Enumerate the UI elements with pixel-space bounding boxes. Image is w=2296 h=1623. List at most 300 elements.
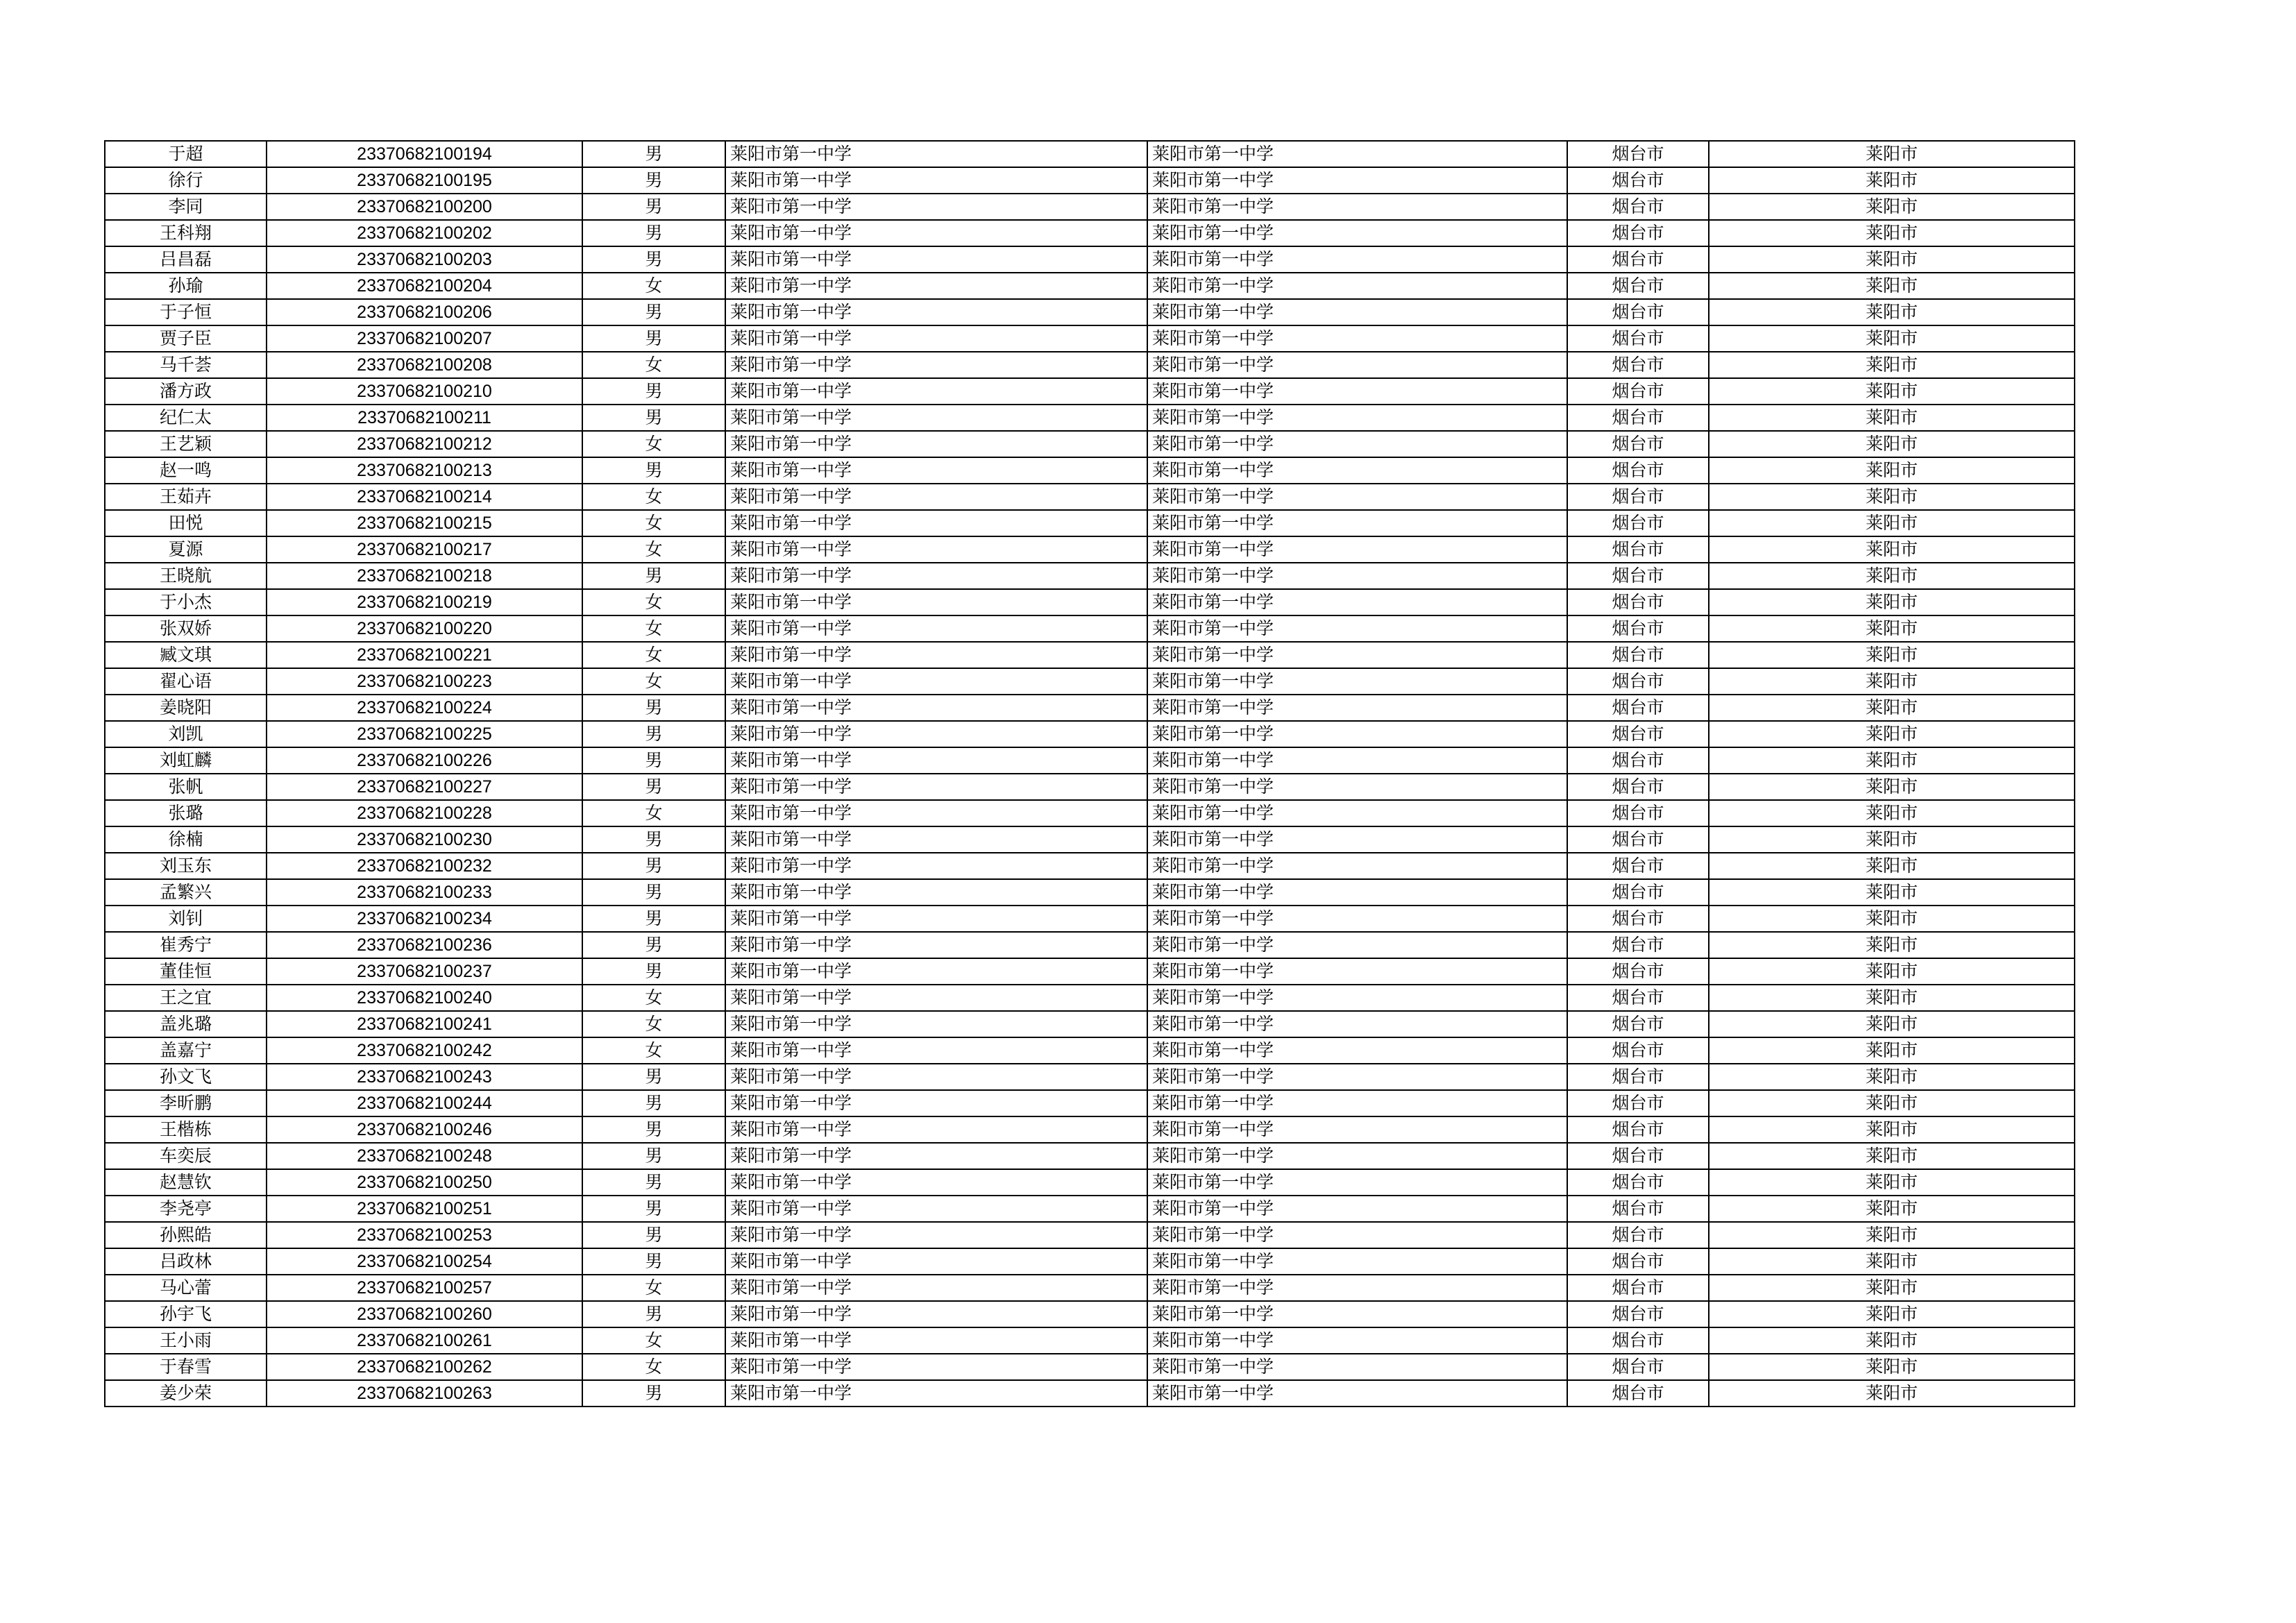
school-cell: 莱阳市第一中学 [725,563,1147,589]
name-cell: 王科翔 [105,220,267,246]
city-cell: 烟台市 [1567,721,1709,747]
table-row [105,1064,2075,1090]
table-row [105,985,2075,1011]
table-row [105,879,2075,906]
exam-number-cell: 23370682100213 [267,457,582,484]
enrolled-school-cell: 莱阳市第一中学 [1147,1037,1567,1064]
city-cell: 烟台市 [1567,906,1709,932]
enrolled-school-cell: 莱阳市第一中学 [1147,1064,1567,1090]
gender-cell: 男 [582,378,725,405]
district-cell: 莱阳市 [1709,1248,2075,1275]
city-cell: 烟台市 [1567,484,1709,510]
enrolled-school-cell: 莱阳市第一中学 [1147,800,1567,826]
name-cell: 王茹卉 [105,484,267,510]
exam-number-cell: 23370682100220 [267,615,582,642]
enrolled-school-cell: 莱阳市第一中学 [1147,695,1567,721]
enrolled-school-cell: 莱阳市第一中学 [1147,352,1567,378]
exam-number-cell: 23370682100195 [267,167,582,194]
exam-number-cell: 23370682100228 [267,800,582,826]
district-cell: 莱阳市 [1709,668,2075,695]
school-cell: 莱阳市第一中学 [725,1248,1147,1275]
exam-number-cell: 23370682100202 [267,220,582,246]
table-row [105,246,2075,273]
exam-number-cell: 23370682100244 [267,1090,582,1116]
gender-cell: 男 [582,1090,725,1116]
gender-cell: 男 [582,695,725,721]
district-cell: 莱阳市 [1709,879,2075,906]
district-cell: 莱阳市 [1709,906,2075,932]
gender-cell: 女 [582,536,725,563]
exam-number-cell: 23370682100242 [267,1037,582,1064]
exam-number-cell: 23370682100236 [267,932,582,958]
school-cell: 莱阳市第一中学 [725,589,1147,615]
school-cell: 莱阳市第一中学 [725,246,1147,273]
district-cell: 莱阳市 [1709,378,2075,405]
city-cell: 烟台市 [1567,194,1709,220]
school-cell: 莱阳市第一中学 [725,378,1147,405]
exam-number-cell: 23370682100246 [267,1116,582,1143]
table-row [105,615,2075,642]
district-cell: 莱阳市 [1709,642,2075,668]
table-row [105,1090,2075,1116]
name-cell: 董佳恒 [105,958,267,985]
exam-number-cell: 23370682100227 [267,774,582,800]
name-cell: 孙文飞 [105,1064,267,1090]
district-cell: 莱阳市 [1709,774,2075,800]
exam-number-cell: 23370682100226 [267,747,582,774]
name-cell: 赵一鸣 [105,457,267,484]
enrolled-school-cell: 莱阳市第一中学 [1147,405,1567,431]
city-cell: 烟台市 [1567,1248,1709,1275]
exam-number-cell: 23370682100250 [267,1169,582,1196]
enrolled-school-cell: 莱阳市第一中学 [1147,1301,1567,1327]
table-body [105,141,2075,1407]
enrolled-school-cell: 莱阳市第一中学 [1147,167,1567,194]
city-cell: 烟台市 [1567,1143,1709,1169]
table-row [105,1275,2075,1301]
enrolled-school-cell: 莱阳市第一中学 [1147,906,1567,932]
gender-cell: 男 [582,958,725,985]
name-cell: 崔秀宁 [105,932,267,958]
name-cell: 刘虹麟 [105,747,267,774]
city-cell: 烟台市 [1567,1090,1709,1116]
city-cell: 烟台市 [1567,352,1709,378]
table-row [105,1037,2075,1064]
enrolled-school-cell: 莱阳市第一中学 [1147,299,1567,325]
enrolled-school-cell: 莱阳市第一中学 [1147,1116,1567,1143]
exam-number-cell: 23370682100200 [267,194,582,220]
exam-number-cell: 23370682100251 [267,1196,582,1222]
city-cell: 烟台市 [1567,325,1709,352]
city-cell: 烟台市 [1567,246,1709,273]
table-row [105,378,2075,405]
exam-number-cell: 23370682100232 [267,853,582,879]
district-cell: 莱阳市 [1709,536,2075,563]
table-row [105,853,2075,879]
city-cell: 烟台市 [1567,167,1709,194]
city-cell: 烟台市 [1567,510,1709,536]
table-row [105,774,2075,800]
exam-number-cell: 23370682100208 [267,352,582,378]
name-cell: 于春雪 [105,1354,267,1380]
school-cell: 莱阳市第一中学 [725,405,1147,431]
gender-cell: 男 [582,246,725,273]
gender-cell: 男 [582,1301,725,1327]
gender-cell: 男 [582,853,725,879]
district-cell: 莱阳市 [1709,141,2075,167]
exam-number-cell: 23370682100254 [267,1248,582,1275]
district-cell: 莱阳市 [1709,405,2075,431]
name-cell: 张璐 [105,800,267,826]
exam-number-cell: 23370682100234 [267,906,582,932]
city-cell: 烟台市 [1567,1037,1709,1064]
table-row [105,721,2075,747]
enrolled-school-cell: 莱阳市第一中学 [1147,325,1567,352]
table-row [105,958,2075,985]
city-cell: 烟台市 [1567,1301,1709,1327]
exam-number-cell: 23370682100233 [267,879,582,906]
district-cell: 莱阳市 [1709,1354,2075,1380]
gender-cell: 男 [582,747,725,774]
gender-cell: 女 [582,352,725,378]
enrolled-school-cell: 莱阳市第一中学 [1147,194,1567,220]
gender-cell: 男 [582,194,725,220]
enrolled-school-cell: 莱阳市第一中学 [1147,1196,1567,1222]
exam-number-cell: 23370682100210 [267,378,582,405]
gender-cell: 男 [582,1116,725,1143]
school-cell: 莱阳市第一中学 [725,1301,1147,1327]
enrolled-school-cell: 莱阳市第一中学 [1147,879,1567,906]
city-cell: 烟台市 [1567,220,1709,246]
gender-cell: 男 [582,457,725,484]
district-cell: 莱阳市 [1709,273,2075,299]
city-cell: 烟台市 [1567,563,1709,589]
city-cell: 烟台市 [1567,1011,1709,1037]
enrolled-school-cell: 莱阳市第一中学 [1147,1354,1567,1380]
school-cell: 莱阳市第一中学 [725,668,1147,695]
district-cell: 莱阳市 [1709,853,2075,879]
city-cell: 烟台市 [1567,668,1709,695]
name-cell: 王艺颖 [105,431,267,457]
name-cell: 李尧亭 [105,1196,267,1222]
name-cell: 盖嘉宁 [105,1037,267,1064]
enrolled-school-cell: 莱阳市第一中学 [1147,747,1567,774]
city-cell: 烟台市 [1567,1169,1709,1196]
gender-cell: 男 [582,721,725,747]
district-cell: 莱阳市 [1709,1275,2075,1301]
city-cell: 烟台市 [1567,299,1709,325]
name-cell: 贾子臣 [105,325,267,352]
school-cell: 莱阳市第一中学 [725,642,1147,668]
exam-number-cell: 23370682100257 [267,1275,582,1301]
table-row [105,457,2075,484]
district-cell: 莱阳市 [1709,985,2075,1011]
table-row [105,1011,2075,1037]
table-row [105,1354,2075,1380]
table-row [105,484,2075,510]
school-cell: 莱阳市第一中学 [725,932,1147,958]
table-row [105,141,2075,167]
table-row [105,1248,2075,1275]
city-cell: 烟台市 [1567,378,1709,405]
city-cell: 烟台市 [1567,615,1709,642]
school-cell: 莱阳市第一中学 [725,194,1147,220]
school-cell: 莱阳市第一中学 [725,325,1147,352]
name-cell: 刘钊 [105,906,267,932]
exam-number-cell: 23370682100212 [267,431,582,457]
school-cell: 莱阳市第一中学 [725,695,1147,721]
city-cell: 烟台市 [1567,826,1709,853]
name-cell: 田悦 [105,510,267,536]
city-cell: 烟台市 [1567,879,1709,906]
gender-cell: 女 [582,431,725,457]
school-cell: 莱阳市第一中学 [725,1327,1147,1354]
school-cell: 莱阳市第一中学 [725,1169,1147,1196]
district-cell: 莱阳市 [1709,484,2075,510]
name-cell: 张帆 [105,774,267,800]
school-cell: 莱阳市第一中学 [725,1064,1147,1090]
exam-number-cell: 23370682100260 [267,1301,582,1327]
table-row [105,668,2075,695]
city-cell: 烟台市 [1567,774,1709,800]
table-row [105,589,2075,615]
gender-cell: 女 [582,985,725,1011]
school-cell: 莱阳市第一中学 [725,1090,1147,1116]
school-cell: 莱阳市第一中学 [725,167,1147,194]
gender-cell: 女 [582,1037,725,1064]
gender-cell: 女 [582,484,725,510]
gender-cell: 男 [582,405,725,431]
table-row [105,932,2075,958]
district-cell: 莱阳市 [1709,194,2075,220]
district-cell: 莱阳市 [1709,510,2075,536]
district-cell: 莱阳市 [1709,220,2075,246]
name-cell: 李同 [105,194,267,220]
gender-cell: 男 [582,141,725,167]
district-cell: 莱阳市 [1709,299,2075,325]
exam-number-cell: 23370682100203 [267,246,582,273]
table-row [105,826,2075,853]
district-cell: 莱阳市 [1709,1222,2075,1248]
enrolled-school-cell: 莱阳市第一中学 [1147,536,1567,563]
district-cell: 莱阳市 [1709,563,2075,589]
city-cell: 烟台市 [1567,853,1709,879]
school-cell: 莱阳市第一中学 [725,958,1147,985]
gender-cell: 女 [582,589,725,615]
name-cell: 姜少荣 [105,1380,267,1407]
district-cell: 莱阳市 [1709,958,2075,985]
name-cell: 赵慧钦 [105,1169,267,1196]
school-cell: 莱阳市第一中学 [725,1222,1147,1248]
city-cell: 烟台市 [1567,1064,1709,1090]
exam-number-cell: 23370682100253 [267,1222,582,1248]
city-cell: 烟台市 [1567,1196,1709,1222]
exam-number-cell: 23370682100263 [267,1380,582,1407]
enrolled-school-cell: 莱阳市第一中学 [1147,484,1567,510]
enrolled-school-cell: 莱阳市第一中学 [1147,1248,1567,1275]
school-cell: 莱阳市第一中学 [725,1380,1147,1407]
exam-number-cell: 23370682100207 [267,325,582,352]
school-cell: 莱阳市第一中学 [725,484,1147,510]
school-cell: 莱阳市第一中学 [725,615,1147,642]
enrolled-school-cell: 莱阳市第一中学 [1147,1011,1567,1037]
exam-number-cell: 23370682100237 [267,958,582,985]
district-cell: 莱阳市 [1709,1064,2075,1090]
gender-cell: 女 [582,615,725,642]
school-cell: 莱阳市第一中学 [725,879,1147,906]
city-cell: 烟台市 [1567,273,1709,299]
city-cell: 烟台市 [1567,932,1709,958]
gender-cell: 男 [582,563,725,589]
gender-cell: 男 [582,1064,725,1090]
exam-number-cell: 23370682100225 [267,721,582,747]
name-cell: 徐楠 [105,826,267,853]
table-row [105,1327,2075,1354]
enrolled-school-cell: 莱阳市第一中学 [1147,431,1567,457]
name-cell: 吕昌磊 [105,246,267,273]
district-cell: 莱阳市 [1709,721,2075,747]
district-cell: 莱阳市 [1709,457,2075,484]
table-row [105,1222,2075,1248]
exam-number-cell: 23370682100248 [267,1143,582,1169]
city-cell: 烟台市 [1567,1380,1709,1407]
table-row [105,405,2075,431]
enrolled-school-cell: 莱阳市第一中学 [1147,378,1567,405]
enrolled-school-cell: 莱阳市第一中学 [1147,853,1567,879]
enrolled-school-cell: 莱阳市第一中学 [1147,1380,1567,1407]
enrolled-school-cell: 莱阳市第一中学 [1147,457,1567,484]
name-cell: 马心蕾 [105,1275,267,1301]
school-cell: 莱阳市第一中学 [725,1116,1147,1143]
school-cell: 莱阳市第一中学 [725,431,1147,457]
table-row [105,1301,2075,1327]
gender-cell: 男 [582,299,725,325]
table-row [105,220,2075,246]
district-cell: 莱阳市 [1709,1380,2075,1407]
enrolled-school-cell: 莱阳市第一中学 [1147,589,1567,615]
name-cell: 马千荟 [105,352,267,378]
school-cell: 莱阳市第一中学 [725,273,1147,299]
table-row [105,1169,2075,1196]
school-cell: 莱阳市第一中学 [725,1143,1147,1169]
school-cell: 莱阳市第一中学 [725,906,1147,932]
enrolled-school-cell: 莱阳市第一中学 [1147,668,1567,695]
exam-number-cell: 23370682100230 [267,826,582,853]
school-cell: 莱阳市第一中学 [725,1196,1147,1222]
name-cell: 张双娇 [105,615,267,642]
name-cell: 王小雨 [105,1327,267,1354]
gender-cell: 女 [582,1354,725,1380]
school-cell: 莱阳市第一中学 [725,774,1147,800]
exam-number-cell: 23370682100261 [267,1327,582,1354]
school-cell: 莱阳市第一中学 [725,1354,1147,1380]
name-cell: 王楷栋 [105,1116,267,1143]
school-cell: 莱阳市第一中学 [725,457,1147,484]
enrolled-school-cell: 莱阳市第一中学 [1147,642,1567,668]
exam-number-cell: 23370682100262 [267,1354,582,1380]
district-cell: 莱阳市 [1709,800,2075,826]
table-row [105,325,2075,352]
exam-number-cell: 23370682100223 [267,668,582,695]
enrolled-school-cell: 莱阳市第一中学 [1147,774,1567,800]
gender-cell: 女 [582,1011,725,1037]
table-row [105,194,2075,220]
table-row [105,1196,2075,1222]
exam-number-cell: 23370682100221 [267,642,582,668]
gender-cell: 女 [582,510,725,536]
table-row [105,510,2075,536]
city-cell: 烟台市 [1567,405,1709,431]
district-cell: 莱阳市 [1709,826,2075,853]
school-cell: 莱阳市第一中学 [725,299,1147,325]
city-cell: 烟台市 [1567,1327,1709,1354]
enrolled-school-cell: 莱阳市第一中学 [1147,1275,1567,1301]
gender-cell: 男 [582,1196,725,1222]
name-cell: 姜晓阳 [105,695,267,721]
enrolled-school-cell: 莱阳市第一中学 [1147,563,1567,589]
enrolled-school-cell: 莱阳市第一中学 [1147,721,1567,747]
city-cell: 烟台市 [1567,589,1709,615]
gender-cell: 男 [582,1380,725,1407]
enrolled-school-cell: 莱阳市第一中学 [1147,1222,1567,1248]
gender-cell: 男 [582,325,725,352]
city-cell: 烟台市 [1567,985,1709,1011]
city-cell: 烟台市 [1567,431,1709,457]
exam-number-cell: 23370682100217 [267,536,582,563]
school-cell: 莱阳市第一中学 [725,853,1147,879]
name-cell: 于子恒 [105,299,267,325]
table-row [105,747,2075,774]
name-cell: 吕政林 [105,1248,267,1275]
exam-number-cell: 23370682100243 [267,1064,582,1090]
school-cell: 莱阳市第一中学 [725,800,1147,826]
gender-cell: 男 [582,1143,725,1169]
district-cell: 莱阳市 [1709,167,2075,194]
name-cell: 孟繁兴 [105,879,267,906]
school-cell: 莱阳市第一中学 [725,536,1147,563]
city-cell: 烟台市 [1567,1116,1709,1143]
district-cell: 莱阳市 [1709,747,2075,774]
district-cell: 莱阳市 [1709,352,2075,378]
district-cell: 莱阳市 [1709,589,2075,615]
city-cell: 烟台市 [1567,1275,1709,1301]
name-cell: 翟心语 [105,668,267,695]
gender-cell: 男 [582,826,725,853]
name-cell: 于超 [105,141,267,167]
table-row [105,273,2075,299]
city-cell: 烟台市 [1567,800,1709,826]
name-cell: 刘凯 [105,721,267,747]
city-cell: 烟台市 [1567,1222,1709,1248]
district-cell: 莱阳市 [1709,1143,2075,1169]
city-cell: 烟台市 [1567,1354,1709,1380]
enrolled-school-cell: 莱阳市第一中学 [1147,1143,1567,1169]
district-cell: 莱阳市 [1709,1037,2075,1064]
gender-cell: 男 [582,167,725,194]
district-cell: 莱阳市 [1709,325,2075,352]
table-row [105,563,2075,589]
city-cell: 烟台市 [1567,695,1709,721]
district-cell: 莱阳市 [1709,1196,2075,1222]
gender-cell: 男 [582,932,725,958]
district-cell: 莱阳市 [1709,695,2075,721]
exam-number-cell: 23370682100240 [267,985,582,1011]
city-cell: 烟台市 [1567,141,1709,167]
table-row [105,431,2075,457]
name-cell: 孙熙皓 [105,1222,267,1248]
school-cell: 莱阳市第一中学 [725,141,1147,167]
name-cell: 臧文琪 [105,642,267,668]
